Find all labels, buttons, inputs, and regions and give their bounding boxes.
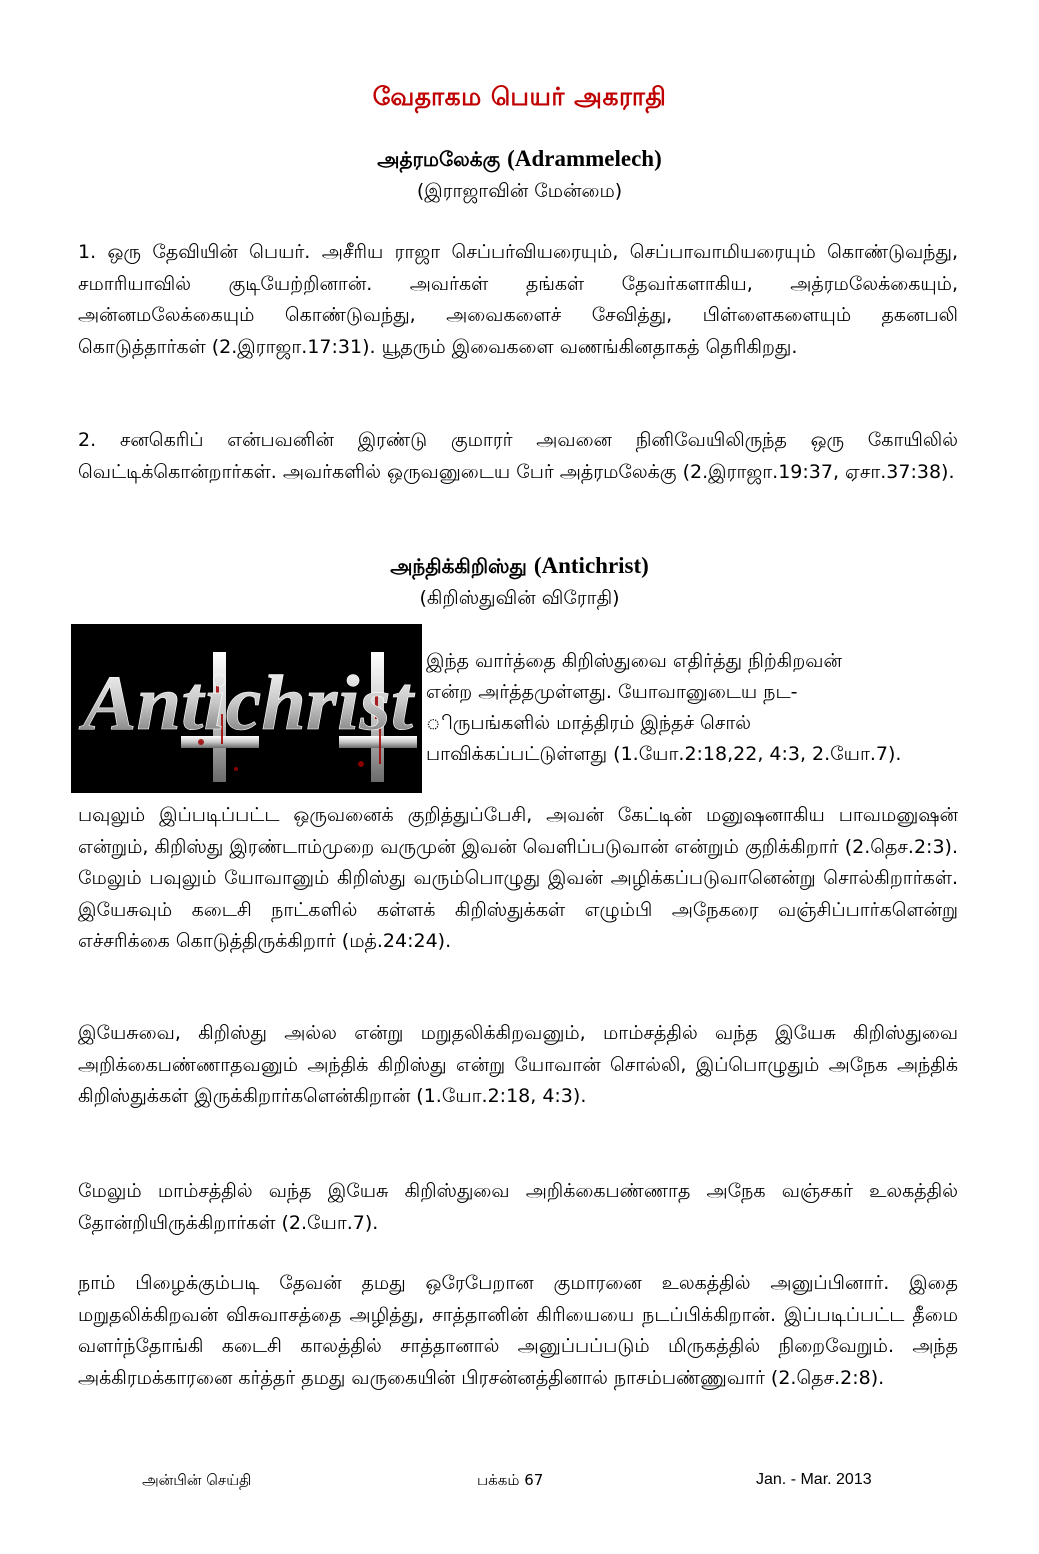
entry-heading-english: (Adrammelech) bbox=[507, 146, 662, 171]
paragraph: மேலும் மாம்சத்தில் வந்த இயேசு கிறிஸ்துவை அறிக்கைபண்ணாத அநேக வஞ்சகர் உலகத்தில் தோன்றியிருக்கிறார்கள் (2.யோ.7). bbox=[78, 1180, 958, 1234]
entry-heading-tamil: அத்ரமலேக்கு bbox=[377, 147, 501, 171]
paragraph: இயேசுவை, கிறிஸ்து அல்ல என்று மறுதலிக்கிறவனும், மாம்சத்தில் வந்த இயேசு கிறிஸ்துவை அறிக்கைபண்ணாதவனும் அந்திக் கிறிஸ்து என்று யோவான் சொல்லி, இப்பொழுதும் அநேக அந்திக் கிறிஸ்துக்கள் இருக்கிறார்களென்கிறான் (1.யோ.2:18, 4:3). bbox=[78, 1022, 958, 1107]
antichrist-image-text: Antichrist bbox=[77, 659, 416, 746]
entry-subheading: (இராஜாவின் மேன்மை) bbox=[416, 180, 623, 202]
entry-subheading: (கிறிஸ்துவின் விரோதி) bbox=[419, 587, 620, 609]
entry-heading-adrammelech bbox=[0, 146, 1039, 174]
footer-page-number: பக்கம் 67 bbox=[477, 1471, 544, 1489]
image-side-text bbox=[426, 646, 956, 770]
text-line: பாவிக்கப்பட்டுள்ளது (1.யோ.2:18,22, 4:3, 2.யோ.7). bbox=[426, 743, 902, 765]
paragraph: பவுலும் இப்படிப்பட்ட ஒருவனைக் குறித்துப்பேசி, அவன் கேட்டின் மனுஷனாகிய பாவமனுஷன் என்றும், கிறிஸ்து இரண்டாம்முறை வருமுன் இவன் வெளிப்படுவான் என்றும் குறிக்கிறார் (2.தெச.2:3). மேலும் பவுலும் யோவானும் கிறிஸ்து வரும்பொழுது இவன் அழிக்கப்படுவானென்று சொல்கிறார்கள். இயேசுவும் கடைசி நாட்களில் கள்ளக் கிறிஸ்துக்கள் எழும்பி அநேகரை வஞ்சிப்பார்களென்று எச்சரிக்கை கொடுத்திருக்கிறார் (மத்.24:24). bbox=[78, 804, 958, 952]
paragraph: நாம் பிழைக்கும்படி தேவன் தமது ஒரேபேறான குமாரனை உலகத்தில் அனுப்பினார். இதை மறுதலிக்கிறவன் விசுவாசத்தை அழித்து, சாத்தானின் கிரியையை நடப்பிக்கிறான். இப்படிப்பட்ட தீமை வளர்ந்தோங்கி கடைசி காலத்தில் சாத்தானால் அனுப்பப்படும் மிருகத்தில் நிறைவேறும். அந்த அக்கிரமக்காரனை கர்த்தர் தமது வருகையின் பிரசன்னத்தினால் நாசம்பண்ணுவார் (2.தெச.2:8). bbox=[78, 1272, 958, 1389]
paragraph: 1. ஒரு தேவியின் பெயர். அசீரிய ராஜா செப்பர்வியரையும், செப்பாவாமியரையும் கொண்டுவந்து, சமாரியாவில் குடியேற்றினான். அவர்கள் தங்கள் தேவர்களாகிய, அத்ரமலேக்கையும், அன்னமலேக்கையும் கொண்டுவந்து, அவைகளைச் சேவித்து, பிள்ளைகளையும் தகனபலி கொடுத்தார்கள் (2.இராஜா.17:31). யூதரும் இவைகளை வணங்கினதாகத் தெரிகிறது. bbox=[78, 241, 958, 358]
entry-heading-antichrist bbox=[0, 553, 1039, 581]
entry-heading-tamil: அந்திக்கிறிஸ்து bbox=[390, 554, 527, 578]
paragraph: 2. சனகெரிப் என்பவனின் இரண்டு குமாரர் அவனை நினிவேயிலிருந்த ஒரு கோயிலில் வெட்டிக்கொன்றார்கள். அவர்களில் ஒருவனுடைய பேர் அத்ரமலேக்கு (2.இராஜா.19:37, ஏசா.37:38). bbox=[78, 429, 958, 483]
page-title: வேதாகம பெயர் அகராதி bbox=[372, 82, 667, 111]
antichrist-image bbox=[71, 624, 422, 793]
text-line: ிருபங்களில் மாத்திரம் இந்தச் சொல் bbox=[426, 712, 752, 734]
text-line: என்ற அர்த்தமுள்ளது. யோவானுடைய நட- bbox=[426, 681, 798, 703]
entry-heading-english: (Antichrist) bbox=[533, 553, 649, 578]
footer-date: Jan. - Mar. 2013 bbox=[756, 1471, 872, 1488]
text-line: இந்த வார்த்தை கிறிஸ்துவை எதிர்த்து நிற்கிறவன் bbox=[426, 650, 842, 672]
footer-publication: அன்பின் செய்தி bbox=[142, 1471, 252, 1489]
